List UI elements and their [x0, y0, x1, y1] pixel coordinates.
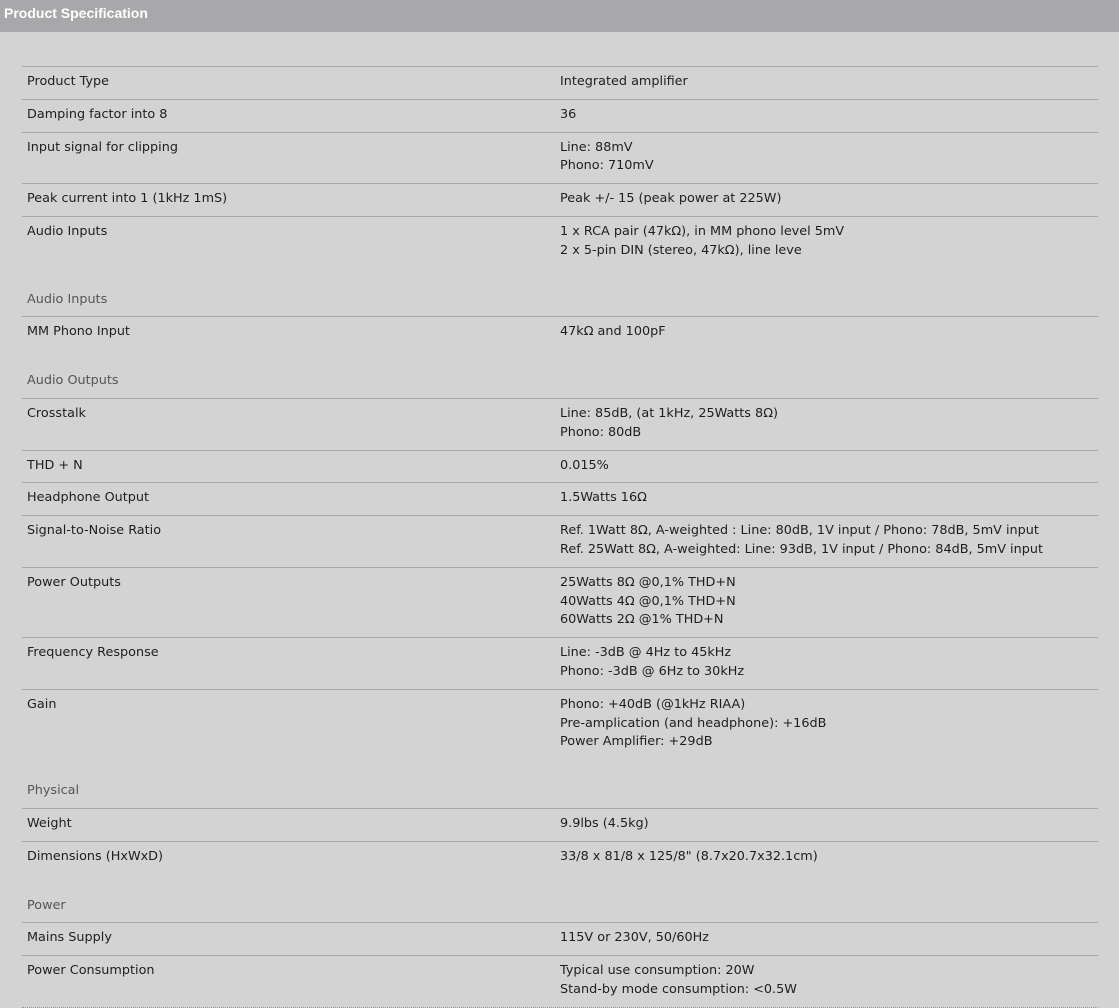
spec-label: Dimensions (HxWxD) [27, 848, 164, 864]
spec-value [560, 405, 1098, 443]
spec-row [22, 955, 1098, 1008]
section-heading: Power [27, 897, 66, 913]
spec-value-line: Pre-amplication (and headphone): +16dB [560, 715, 827, 731]
spec-value [560, 696, 1098, 752]
spec-label: Input signal for clipping [27, 139, 178, 155]
spec-label: Crosstalk [27, 405, 86, 421]
spec-row [22, 808, 1098, 841]
spec-row [22, 567, 1098, 637]
spec-value [560, 929, 1098, 948]
spec-value-line: 115V or 230V, 50/60Hz [560, 930, 709, 946]
spec-value [560, 190, 1098, 209]
spec-row [22, 99, 1098, 132]
spec-value [560, 848, 1098, 867]
spec-label: Mains Supply [27, 930, 112, 946]
spec-value [560, 457, 1098, 476]
spec-value [560, 644, 1098, 682]
spec-value-line: 40Watts 4Ω @0,1% THD+N [560, 593, 736, 609]
section-heading: Audio Outputs [27, 373, 119, 389]
spec-value-line: Line: 85dB, (at 1kHz, 25Watts 8Ω) [560, 405, 778, 421]
spec-label: Gain [27, 696, 57, 712]
spec-value [560, 522, 1098, 560]
spec-value-line: Ref. 1Watt 8Ω, A-weighted : Line: 80dB, 1V input / Phono: 78dB, 5mV input [560, 523, 1039, 539]
page-header [0, 0, 1119, 32]
spec-value-line: 60Watts 2Ω @1% THD+N [560, 612, 724, 628]
spec-value-line: Typical use consumption: 20W [560, 963, 755, 979]
spec-row [22, 183, 1098, 216]
spec-value-line: Phono: 710mV [560, 158, 654, 174]
spec-value [560, 223, 1098, 261]
spec-label: Frequency Response [27, 645, 159, 661]
section-heading: Physical [27, 783, 80, 799]
spec-value [560, 139, 1098, 177]
spec-label: Peak current into 1 (1kHz 1mS) [27, 191, 228, 207]
spec-value [560, 815, 1098, 834]
spec-value-line: Line: 88mV [560, 139, 633, 155]
spec-row [22, 132, 1098, 184]
spec-value-line: 2 x 5-pin DIN (stereo, 47kΩ), line leve [560, 242, 802, 258]
spec-value-line: Line: -3dB @ 4Hz to 45kHz [560, 645, 732, 661]
spec-label: Audio Inputs [27, 223, 108, 239]
spec-value [560, 489, 1098, 508]
spec-label: Weight [27, 815, 72, 831]
spec-value-line: 0.015% [560, 457, 609, 473]
spec-value-line: 9.9lbs (4.5kg) [560, 815, 649, 831]
spec-label: Product Type [27, 74, 110, 89]
spec-group [22, 759, 1098, 873]
spec-row [22, 450, 1098, 483]
spec-value-line: Phono: -3dB @ 6Hz to 30kHz [560, 663, 745, 679]
spec-label: Damping factor into 8 [27, 106, 168, 122]
spec-value-line: 36 [560, 106, 577, 122]
spec-label: THD + N [27, 457, 83, 473]
spec-value-line: 47kΩ and 100pF [560, 324, 666, 340]
spec-label: Power Consumption [27, 963, 155, 979]
spec-table [22, 66, 1098, 1008]
spec-value-line: Power Amplifier: +29dB [560, 734, 713, 750]
spec-row [22, 841, 1098, 874]
spec-value-line: 33/8 x 81/8 x 125/8" (8.7x20.7x32.1cm) [560, 848, 818, 864]
spec-value-line: Phono: 80dB [560, 424, 642, 440]
spec-group [22, 66, 1098, 268]
spec-row [22, 316, 1098, 349]
spec-value-line: 1 x RCA pair (47kΩ), in MM phono level 5mV [560, 223, 845, 239]
spec-value [560, 73, 1098, 92]
spec-row [22, 637, 1098, 689]
page-title: Product Specification [4, 5, 148, 21]
spec-row [22, 922, 1098, 955]
section-heading: Audio Inputs [27, 291, 108, 307]
spec-value-line: Integrated amplifier [560, 74, 688, 89]
spec-row [22, 216, 1098, 268]
spec-row [22, 398, 1098, 450]
spec-group [22, 268, 1098, 350]
spec-label: Headphone Output [27, 490, 150, 506]
spec-row [22, 515, 1098, 567]
spec-group [22, 874, 1098, 1008]
spec-value-line: Ref. 25Watt 8Ω, A-weighted: Line: 93dB, 1V input / Phono: 84dB, 5mV input [560, 541, 1043, 557]
spec-value [560, 106, 1098, 125]
spec-value [560, 323, 1098, 342]
spec-row [22, 689, 1098, 759]
spec-group [22, 349, 1098, 759]
spec-value-line: 1.5Watts 16Ω [560, 490, 647, 506]
spec-label: Power Outputs [27, 574, 121, 590]
spec-value-line: Peak +/- 15 (peak power at 225W) [560, 191, 782, 207]
spec-value-line: 25Watts 8Ω @0,1% THD+N [560, 574, 736, 590]
spec-row [22, 482, 1098, 515]
spec-value-line: Stand-by mode consumption: <0.5W [560, 981, 797, 997]
spec-value [560, 962, 1098, 1000]
spec-label: Signal-to-Noise Ratio [27, 523, 162, 539]
spec-row [22, 66, 1098, 99]
spec-label: MM Phono Input [27, 324, 130, 340]
spec-value [560, 574, 1098, 630]
spec-value-line: Phono: +40dB (@1kHz RIAA) [560, 696, 746, 712]
